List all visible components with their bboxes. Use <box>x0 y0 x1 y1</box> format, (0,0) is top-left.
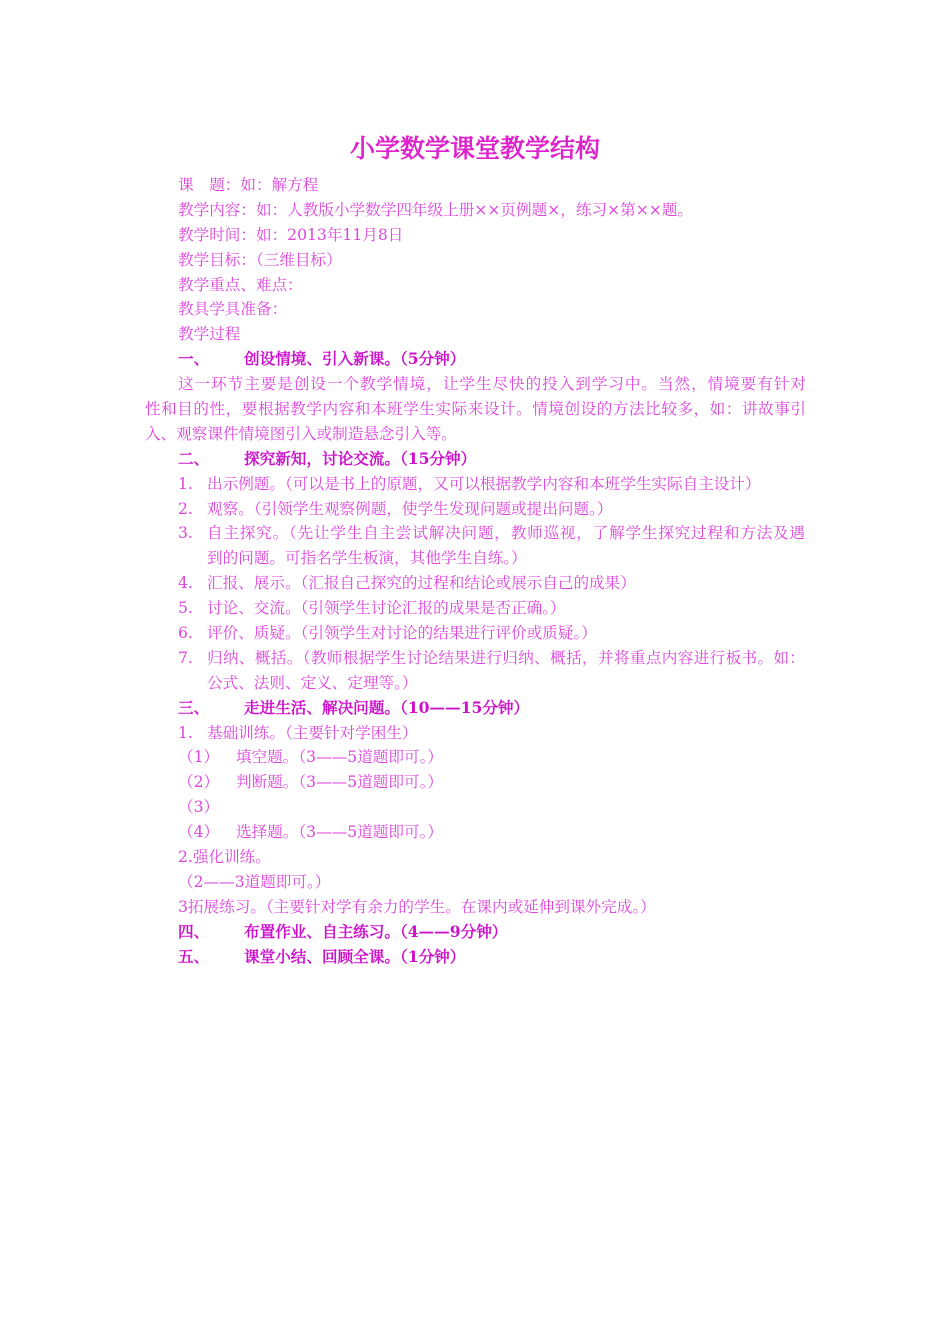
sub-item-number: （1） <box>178 748 220 767</box>
item-number: 7. <box>178 648 193 667</box>
section-number: 三、 <box>178 697 210 717</box>
paragraph-line <box>0 397 950 422</box>
section-number: 一、 <box>178 349 210 369</box>
paragraph-line <box>0 372 950 397</box>
content-line: 教学内容：如：人教版小学数学四年级上册××页例题×，练习×第××题。 <box>178 200 694 219</box>
list-item <box>0 621 950 646</box>
sub-item <box>0 745 950 770</box>
list-item <box>0 646 950 671</box>
section-heading-4 <box>0 920 950 945</box>
document-body <box>0 173 950 970</box>
item-number: 1. <box>178 723 193 742</box>
strengthen-line: 2.强化训练。 <box>178 848 271 867</box>
item-text: 汇报、展示。（汇报自己探究的过程和结论或展示自己的成果） <box>207 574 636 593</box>
section-heading-2 <box>0 447 950 472</box>
sub-item-text: 填空题。（3——5道题即可。） <box>236 748 443 767</box>
process-line: 教学过程 <box>178 325 241 344</box>
item-text: 讨论、交流。（引领学生讨论汇报的成果是否正确。） <box>207 599 566 618</box>
tools-line: 教具学具准备： <box>178 300 288 319</box>
list-item <box>0 596 950 621</box>
list-item <box>0 497 950 522</box>
list-item <box>0 521 950 546</box>
section-title: 走进生活、解决问题。（10——15分钟） <box>244 697 530 717</box>
item-text: 自主探究。（先让学生自主尝试解决问题，教师巡视，了解学生探究过程和方法及遇 <box>207 524 805 543</box>
item-text: 观察。（引领学生观察例题，使学生发现问题或提出问题。） <box>207 499 613 518</box>
paragraph-text: 性和目的性，要根据教学内容和本班学生实际来设计。情境创设的方法比较多，如：讲故事引 <box>145 400 806 419</box>
sub-item-text: 判断题。（3——5道题即可。） <box>236 773 443 792</box>
item-number: 5. <box>178 599 193 618</box>
list-item <box>0 472 950 497</box>
section-number: 四、 <box>178 921 210 941</box>
section-title: 布置作业、自主练习。（4——9分钟） <box>244 921 508 941</box>
topic-line: 课 题：如：解方程 <box>178 176 319 194</box>
item-text: 公式、法则、定义、定理等。） <box>207 673 418 692</box>
sub-item-text: 选择题。（3——5道题即可。） <box>236 823 443 842</box>
section-number: 五、 <box>178 946 210 966</box>
item-number: 2. <box>178 499 193 518</box>
item-text: 归纳、概括。（教师根据学生讨论结果进行归纳、概括，并将重点内容进行板书。如： <box>207 648 805 667</box>
section-title: 探究新知，讨论交流。（15分钟） <box>244 448 477 468</box>
extend-line: 3拓展练习。（主要针对学有余力的学生。在课内或延伸到课外完成。） <box>178 897 656 916</box>
item-text: 出示例题。（可以是书上的原题，又可以根据教学内容和本班学生实际自主设计） <box>207 474 761 493</box>
key-points-line: 教学重点、难点： <box>178 275 303 294</box>
paragraph-line <box>0 422 950 447</box>
list-item-continuation <box>0 671 950 696</box>
paragraph-text: 这一环节主要是创设一个教学情境，让学生尽快的投入到学习中。当然，情境要有针对 <box>178 375 806 394</box>
section-heading-1 <box>0 347 950 372</box>
section-heading-5 <box>0 945 950 970</box>
section-number: 二、 <box>178 448 210 468</box>
list-item-continuation <box>0 546 950 571</box>
section-title: 课堂小结、回顾全课。（1分钟） <box>244 946 466 966</box>
paragraph-text: 入、观察课件情境图引入或制造悬念引入等。 <box>145 424 457 443</box>
section-heading-3 <box>0 696 950 721</box>
sub-item-number: （4） <box>178 823 220 842</box>
list-item <box>0 721 950 746</box>
item-number: 1. <box>178 474 193 493</box>
item-text: 评价、质疑。（引领学生对讨论的结果进行评价或质疑。） <box>207 624 597 643</box>
list-item <box>0 571 950 596</box>
item-number: 4. <box>178 574 193 593</box>
sub-item-number: （2） <box>178 773 220 792</box>
sub-item <box>0 820 950 845</box>
sub-item-number: （3） <box>178 798 220 817</box>
sub-item <box>0 770 950 795</box>
item-text: 到的问题。可指名学生板演，其他学生自练。） <box>207 549 527 568</box>
item-number: 3. <box>178 524 193 543</box>
goals-line: 教学目标：（三维目标） <box>178 250 342 269</box>
item-text: 基础训练。（主要针对学困生） <box>207 723 418 742</box>
section-title: 创设情境、引入新课。（5分钟） <box>244 349 466 369</box>
strengthen-note-line: （2——3道题即可。） <box>178 872 331 891</box>
item-number: 6. <box>178 624 193 643</box>
time-line: 教学时间：如：2013年11月8日 <box>178 225 404 244</box>
sub-item <box>0 795 950 820</box>
page-title: 小学数学课堂教学结构 <box>349 134 600 163</box>
